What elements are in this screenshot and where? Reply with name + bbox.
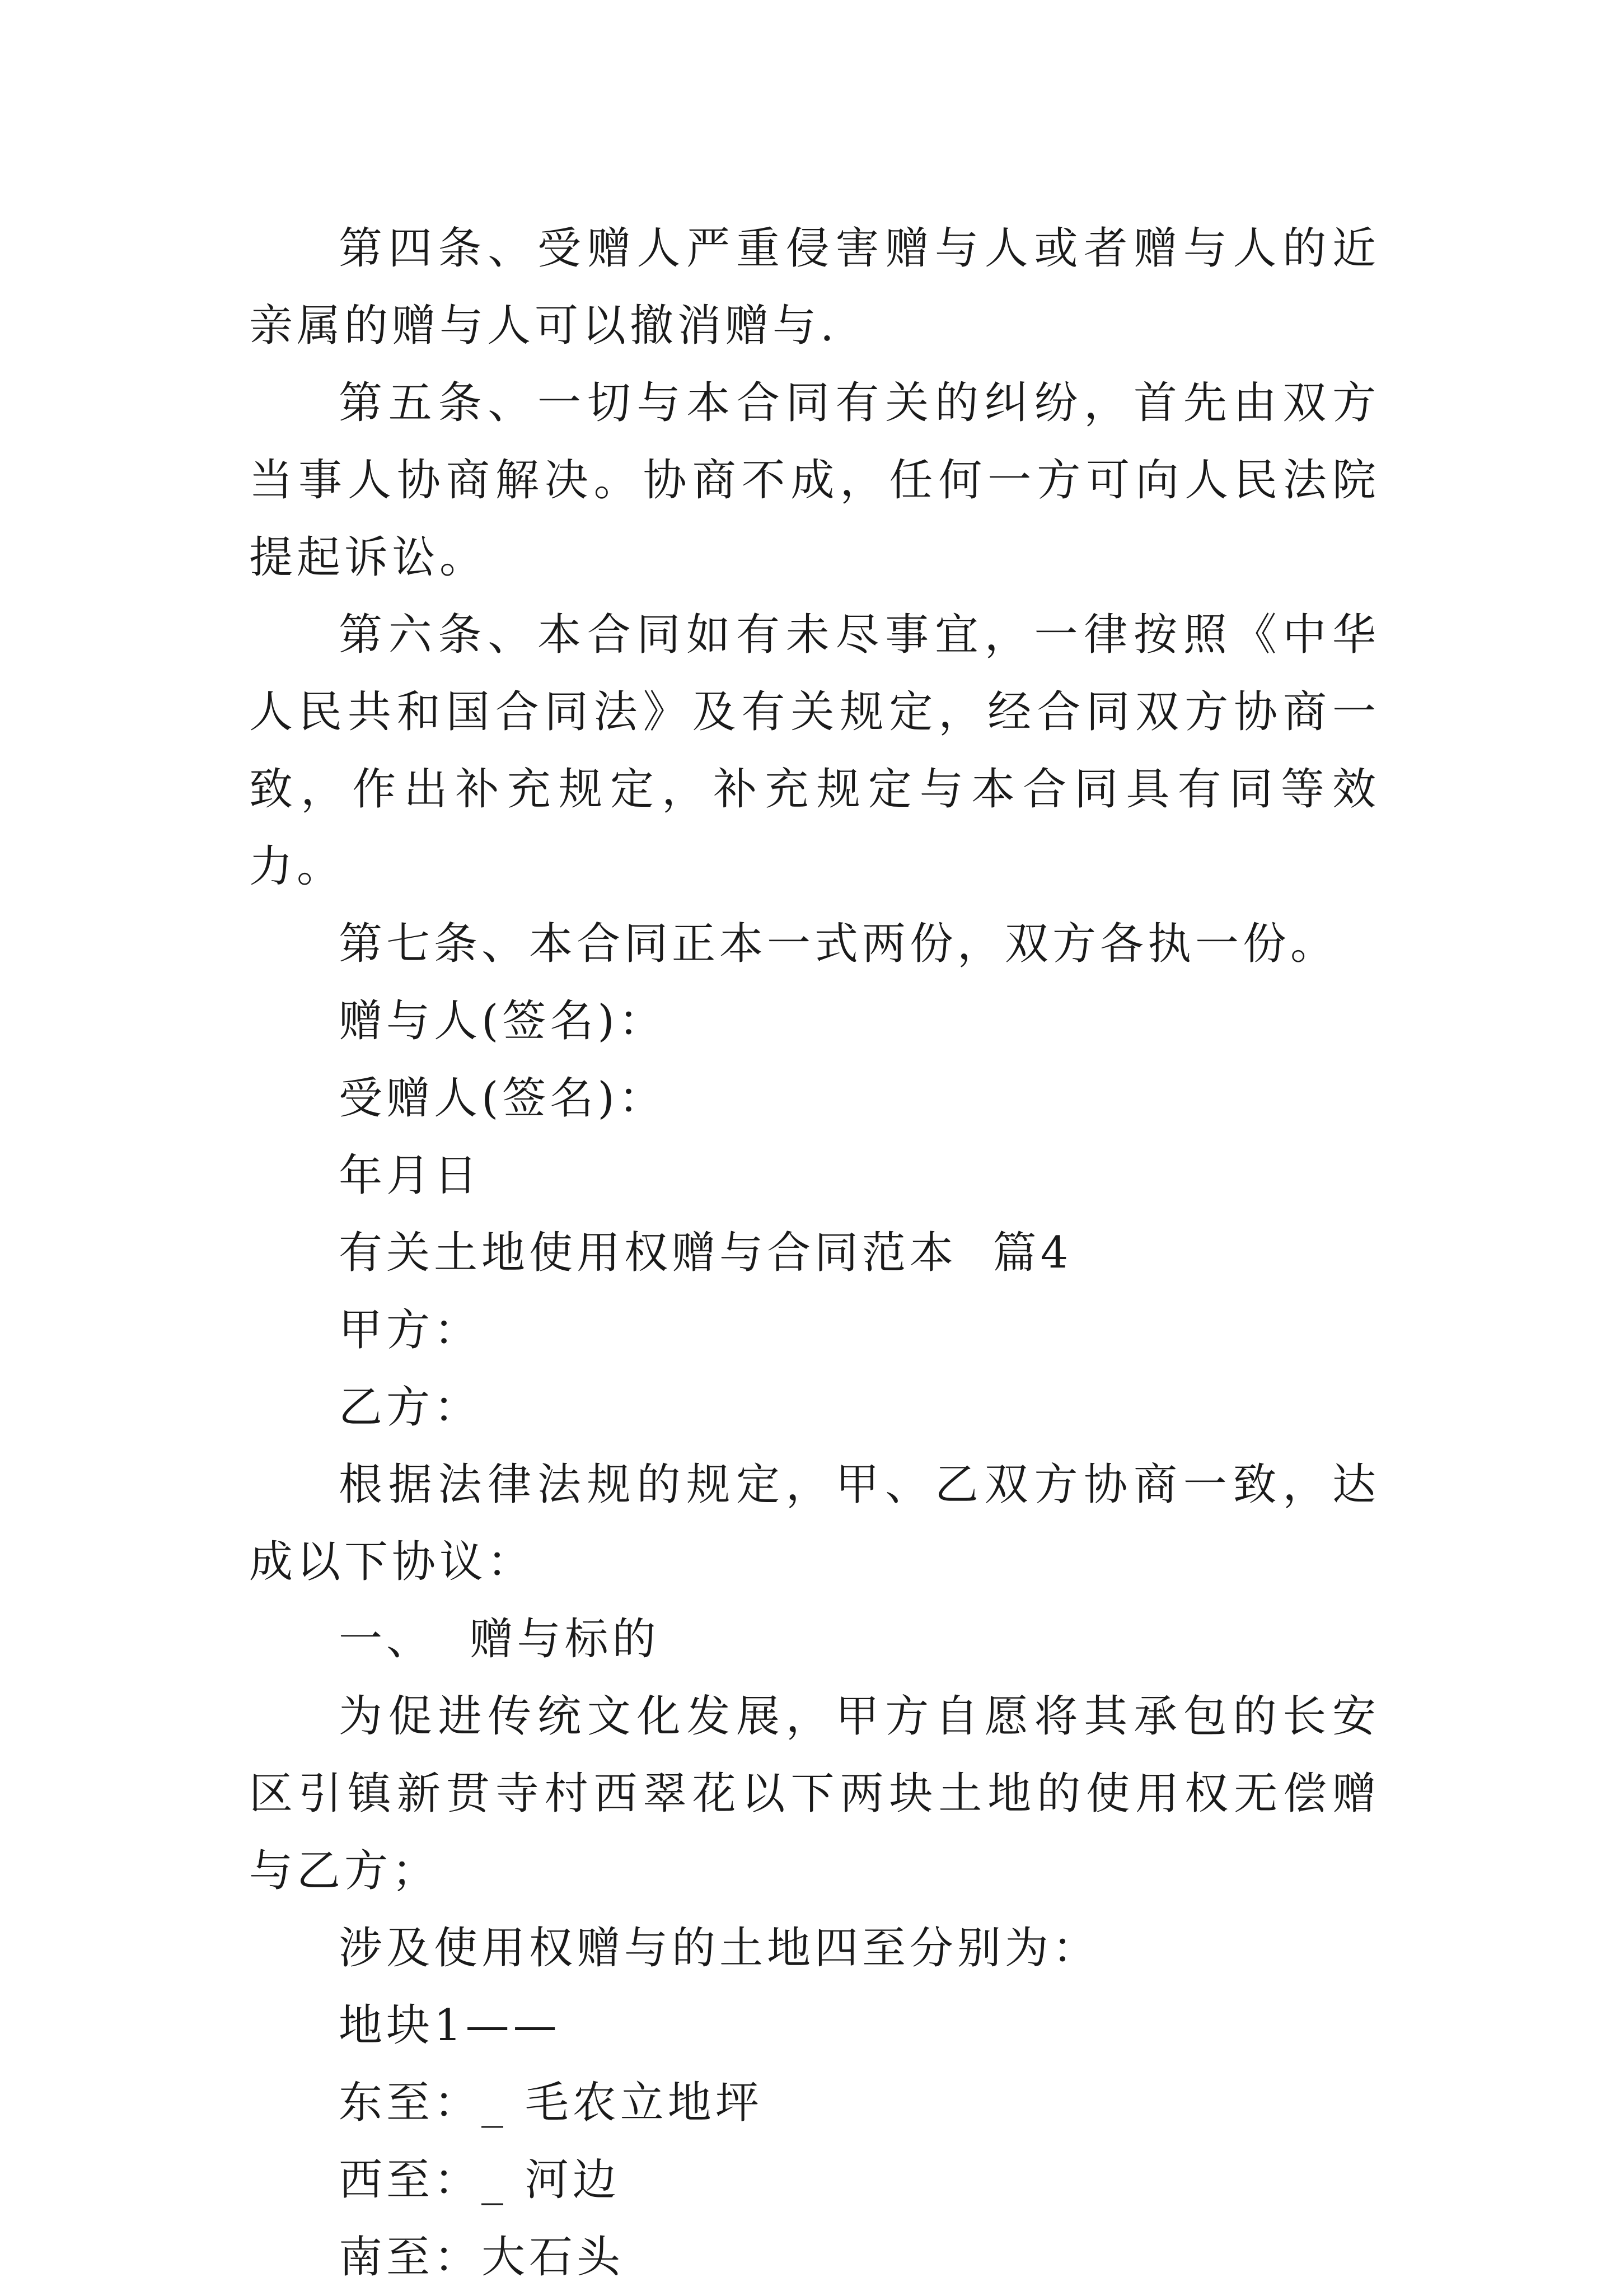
document-body [249, 210, 1380, 2296]
east-boundary-line: 东至：_ 毛农立地坪 [339, 2078, 763, 2128]
section-title: 有关土地使用权赠与合同范本 篇4 [339, 1228, 1073, 1278]
west-boundary-line: 西至：_ 河边 [339, 2155, 620, 2205]
donee-signature-line: 受赠人(签名)： [339, 1073, 666, 1124]
party-a-line: 甲方： [339, 1305, 482, 1355]
donor-signature-line: 赠与人(签名)： [339, 996, 666, 1046]
boundaries-intro: 涉及使用权赠与的土地四至分别为： [339, 1923, 1101, 1974]
paragraph-article-4: 第四条、受赠人严重侵害赠与人或者赠与人的近亲属的赠与人可以撤消赠与. [249, 223, 1380, 351]
paragraph-article-7: 第七条、本合同正本一式两份，双方各执一份。 [339, 919, 1338, 969]
paragraph-article-6: 第六条、本合同如有未尽事宜，一律按照《中华人民共和国合同法》及有关规定，经合同双方协商一致，作出补充规定，补充规定与本合同具有同等效力。 [249, 610, 1380, 892]
clause-1-heading: 一、 赠与标的 [339, 1614, 660, 1664]
paragraph-article-5: 第五条、一切与本合同有关的纠纷，首先由双方当事人协商解决。协商不成，任何一方可向人民法院提起诉讼。 [249, 378, 1380, 583]
party-b-line: 乙方： [339, 1382, 482, 1433]
date-line: 年月日 [339, 1151, 482, 1201]
south-boundary-line: 南至：大石头 [339, 2232, 625, 2283]
paragraph-clause-1-body: 为促进传统文化发展，甲方自愿将其承包的长安区引镇新贯寺村西翠花以下两块土地的使用权无偿赠与乙方； [249, 1691, 1380, 1896]
paragraph-preamble: 根据法律法规的规定，甲、乙双方协商一致，达成以下协议： [249, 1460, 1380, 1587]
plot-1-label: 地块1—— [339, 2000, 561, 2051]
